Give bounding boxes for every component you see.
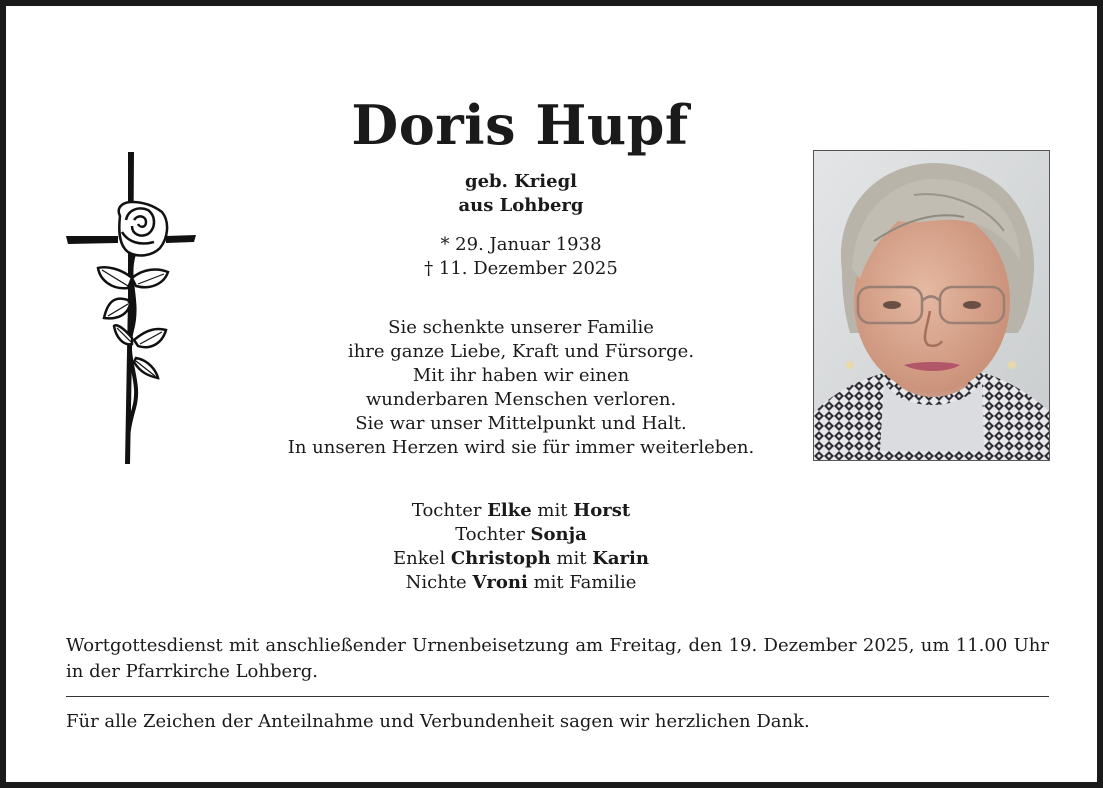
memorial-message [241, 316, 801, 460]
thanks-note: Für alle Zeichen der Anteilnahme und Verbundenheit sagen wir herzlichen Dank. [66, 711, 810, 732]
mourner-name: Sonja [530, 524, 587, 545]
birth-date: * 29. Januar 1938 [440, 234, 602, 255]
portrait-illustration [814, 151, 1050, 461]
mourner-line [241, 523, 801, 547]
message-line: Sie schenkte unserer Familie [388, 317, 654, 338]
mourner-joiner: mit [537, 500, 568, 521]
mourner-role: Tochter [411, 500, 482, 521]
life-dates [241, 233, 801, 281]
origin: aus Lohberg [458, 195, 584, 216]
maiden-name: geb. Kriegl [465, 171, 577, 192]
mourner-line [241, 571, 801, 595]
divider [66, 696, 1049, 697]
message-line: In unseren Herzen wird sie für immer weiterleben. [287, 437, 755, 458]
deceased-name: Doris Hupf [351, 93, 689, 157]
mourner-role: Tochter [455, 524, 525, 545]
portrait-photo [813, 150, 1050, 461]
maiden-name-block [241, 170, 801, 218]
mourner-suffix: mit Familie [533, 572, 637, 593]
message-line: Sie war unser Mittelpunkt und Halt. [355, 413, 687, 434]
death-date: † 11. Dezember 2025 [424, 258, 618, 279]
message-line: Mit ihr haben wir einen [412, 365, 630, 386]
message-line: ihre ganze Liebe, Kraft und Fürsorge. [347, 341, 695, 362]
mourner-role: Nichte [405, 572, 467, 593]
mourners-list [241, 499, 801, 595]
mourner-name: Vroni [472, 572, 528, 593]
message-line: wunderbaren Menschen verloren. [365, 389, 677, 410]
mourner-partner: Horst [573, 500, 631, 521]
mourner-line [241, 499, 801, 523]
mourner-name: Elke [487, 500, 532, 521]
mourner-name: Christoph [450, 548, 551, 569]
mourner-partner: Karin [592, 548, 649, 569]
service-announcement: Wortgottesdienst mit anschließender Urnenbeisetzung am Freitag, den 19. Dezember 2025, um 11.00 Uhr in der Pfarrkirche Lohberg. [66, 635, 1049, 682]
mourner-line [241, 547, 801, 571]
mourner-role: Enkel [393, 548, 446, 569]
cross-with-rose-icon [62, 150, 198, 466]
mourner-joiner: mit [556, 548, 587, 569]
